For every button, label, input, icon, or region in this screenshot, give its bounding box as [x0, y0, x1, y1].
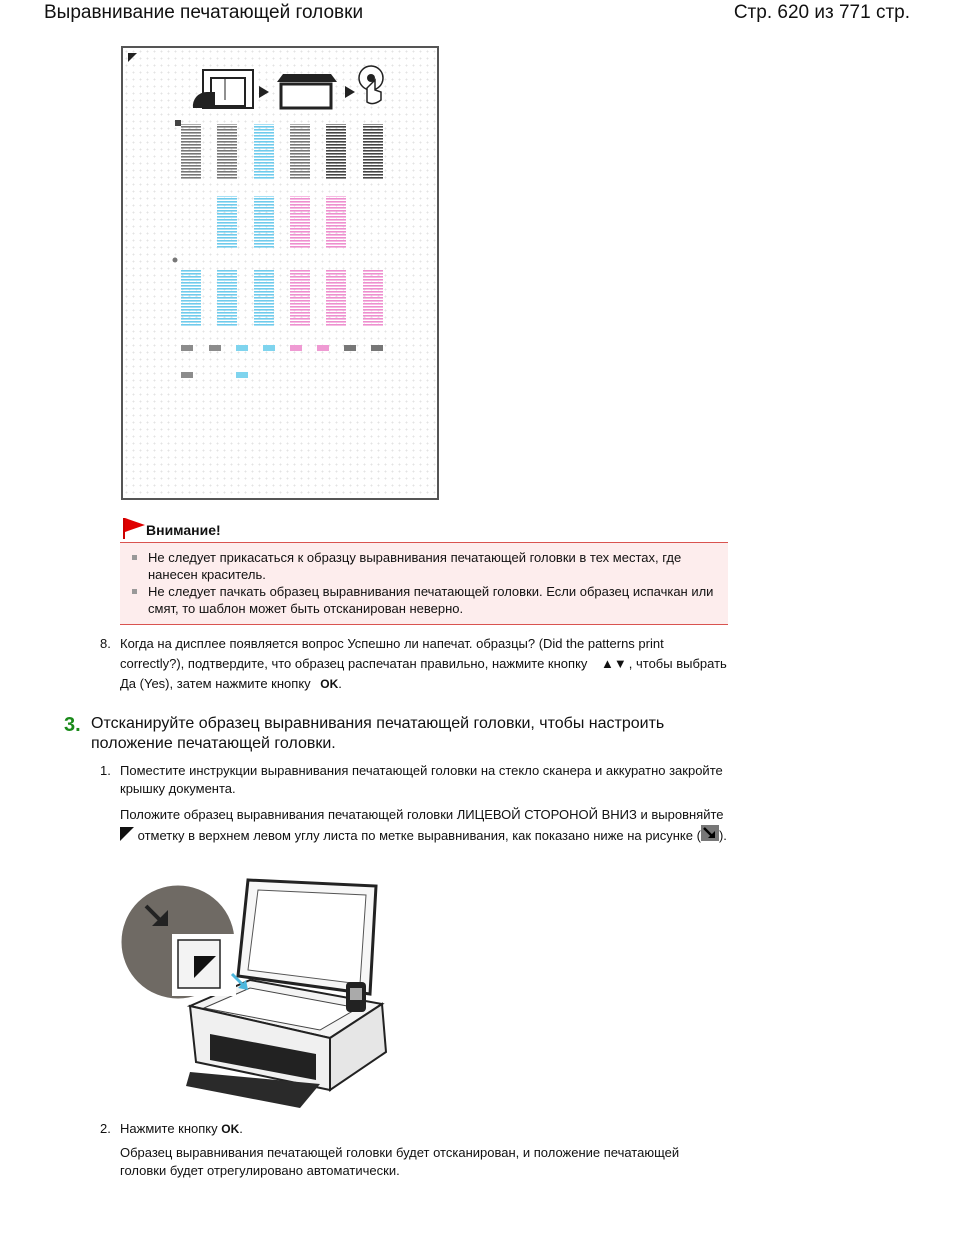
alignment-pattern-image — [121, 46, 439, 500]
substep-2-text: Нажмите кнопку OK. — [120, 1121, 243, 1136]
caution-box — [120, 514, 728, 625]
substep-1-note: Положите образец выравнивания печатающей головки ЛИЦЕВОЙ СТОРОНОЙ ВНИЗ и выровняйте отметку в верхнем левом углу листа по метке выравнивания, как показано ниже на рисунке ( ). — [120, 807, 727, 843]
arrow-keys-icon: ▲▼ — [601, 656, 627, 671]
warning-flag-icon — [122, 516, 146, 540]
bullet-icon — [132, 589, 137, 594]
ok-key-label: OK — [221, 1122, 240, 1136]
step-number: 8. — [100, 636, 111, 651]
caution-item: Не следует прикасаться к образцу выравнивания печатающей головки в тех местах, где нанесен краситель. — [120, 549, 728, 583]
page-title: Выравнивание печатающей головки — [44, 2, 364, 23]
step-number: 2. — [100, 1121, 111, 1136]
substep-2-note: Образец выравнивания печатающей головки будет отсканирован, и положение печатающей головки будет отрегулировано автоматически. — [120, 1145, 680, 1178]
alignment-arrow-icon — [701, 825, 719, 841]
caution-item: Не следует пачкать образец выравнивания печатающей головки. Если образец испачкан или смят, то шаблон может быть отсканирован неверно. — [120, 583, 728, 617]
press-button-icon — [359, 66, 383, 104]
bullet-icon — [132, 555, 137, 560]
step-3 — [64, 714, 728, 754]
arrow-right-icon — [259, 86, 269, 98]
step-8-text: Когда на дисплее появляется вопрос Успешно ли напечат. образцы? (Did the patterns print correctly?), подтвердите, что образец распечатан правильно, нажмите кнопку — [120, 636, 664, 671]
corner-mark-icon — [128, 53, 137, 62]
scanner-instruction-icon — [193, 70, 253, 108]
caution-title: Внимание! — [146, 522, 221, 538]
ok-key-label: OK — [320, 677, 339, 691]
substep-2 — [100, 1120, 728, 1180]
step-3-heading: Отсканируйте образец выравнивания печатающей головки, чтобы настроить положение печатающей головки. — [91, 715, 665, 752]
step-3-number: 3. — [64, 714, 81, 736]
arrow-right-icon — [345, 86, 355, 98]
scanner-placement-image — [120, 876, 390, 1112]
substep-1-text: Поместите инструкции выравнивания печатающей головки на стекло сканера и аккуратно закройте крышку документа. — [120, 763, 723, 796]
corner-mark-icon — [120, 827, 134, 841]
lid-closed-icon — [277, 74, 337, 108]
step-8: 8. Когда на дисплее появляется вопрос Успешно ли напечат. образцы? (Did the patterns print correctly?), подтвердите, что образец распечатан правильно, нажмите кнопку ▲▼ , чтобы выбрать Да (Yes), затем нажмите кнопку OK. — [100, 636, 727, 691]
step-number: 1. — [100, 763, 111, 778]
substep-1 — [100, 762, 728, 846]
page-counter: Стр. 620 из 771 стр. — [733, 2, 910, 23]
